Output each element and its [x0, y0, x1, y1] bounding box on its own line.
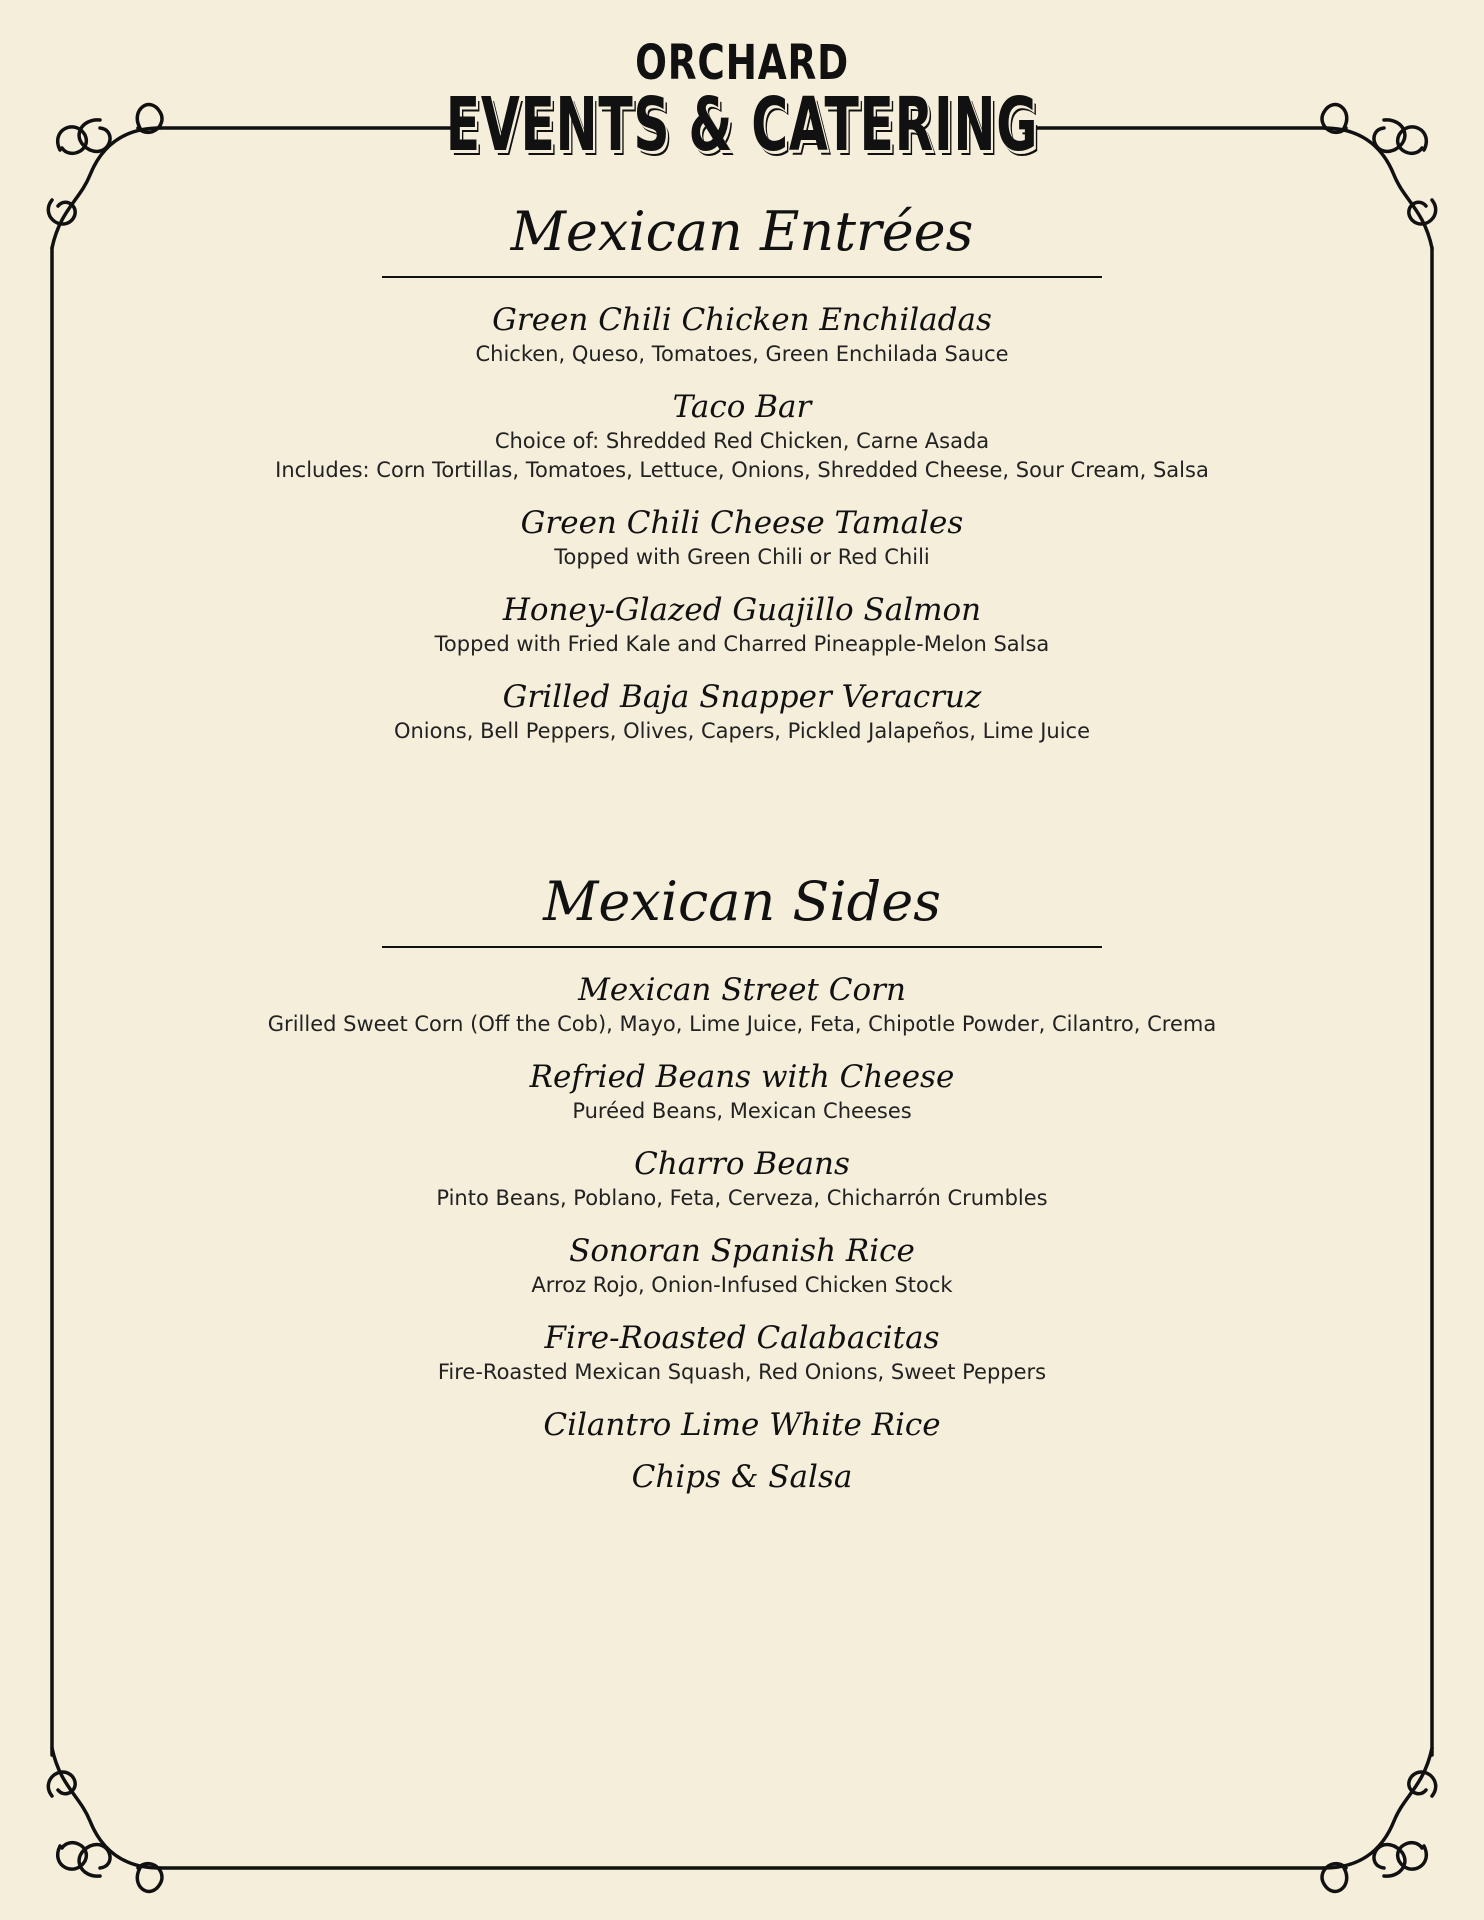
menu-item — [0, 677, 1484, 746]
menu-item — [0, 1057, 1484, 1126]
menu-item-name: Taco Bar — [672, 389, 812, 425]
menu-item-name: Green Chili Chicken Enchiladas — [492, 302, 992, 338]
logo-events-catering-text: EVENTS & CATERING — [445, 82, 1039, 168]
menu-item-description: Chicken, Queso, Tomatoes, Green Enchilada Sauce — [475, 342, 1009, 366]
menu-item-description: Onions, Bell Peppers, Olives, Capers, Pickled Jalapeños, Lime Juice — [393, 719, 1091, 743]
menu-item-name: Sonoran Spanish Rice — [569, 1233, 915, 1269]
menu-item-name: Green Chili Cheese Tamales — [520, 505, 964, 541]
menu-item-name: Honey-Glazed Guajillo Salmon — [502, 592, 982, 628]
menu-item-name: Grilled Baja Snapper Veracruz — [502, 679, 982, 715]
section-title: Mexican Sides — [543, 870, 941, 933]
menu-item-description: Includes: Corn Tortillas, Tomatoes, Lettuce, Onions, Shredded Cheese, Sour Cream, Salsa — [275, 458, 1209, 482]
menu-item-name: Fire-Roasted Calabacitas — [544, 1320, 940, 1356]
section-sides — [0, 866, 1484, 1509]
menu-item-description: Grilled Sweet Corn (Off the Cob), Mayo, Lime Juice, Feta, Chipotle Powder, Cilantro, Crema — [267, 1012, 1217, 1036]
menu-item — [0, 1405, 1484, 1445]
menu-item — [0, 387, 1484, 485]
corner-flourish-bottom-right — [1322, 1748, 1436, 1891]
menu-item-name: Charro Beans — [634, 1146, 850, 1182]
section-divider — [382, 276, 1102, 278]
menu-item-description: Topped with Green Chili or Red Chili — [554, 545, 930, 569]
logo-orchard-text: ORCHARD — [635, 35, 849, 91]
menu-item-name: Mexican Street Corn — [578, 972, 906, 1008]
corner-flourish-bottom-left — [48, 1748, 162, 1891]
section-entrees — [0, 196, 1484, 764]
menu-item-description: Choice of: Shredded Red Chicken, Carne Asada — [494, 429, 990, 453]
menu-item-name: Chips & Salsa — [631, 1459, 853, 1495]
section-divider — [382, 946, 1102, 948]
menu-item — [0, 1457, 1484, 1497]
menu-item-name: Refried Beans with Cheese — [529, 1059, 955, 1095]
menu-item — [0, 970, 1484, 1039]
menu-item-description: Puréed Beans, Mexican Cheeses — [572, 1099, 912, 1123]
menu-item — [0, 1318, 1484, 1387]
menu-item-description: Topped with Fried Kale and Charred Pineapple-Melon Salsa — [434, 632, 1050, 656]
section-title: Mexican Entrées — [510, 200, 974, 263]
menu-item — [0, 1231, 1484, 1300]
menu-item-description: Arroz Rojo, Onion-Infused Chicken Stock — [531, 1273, 953, 1297]
menu-item-name: Cilantro Lime White Rice — [543, 1407, 941, 1443]
menu-item-description: Fire-Roasted Mexican Squash, Red Onions, Sweet Peppers — [437, 1360, 1047, 1384]
menu-item — [0, 1144, 1484, 1213]
menu-item — [0, 300, 1484, 369]
brand-logo — [0, 35, 1484, 168]
menu-item — [0, 503, 1484, 572]
menu-item-description: Pinto Beans, Poblano, Feta, Cerveza, Chicharrón Crumbles — [436, 1186, 1048, 1210]
menu-item — [0, 590, 1484, 659]
